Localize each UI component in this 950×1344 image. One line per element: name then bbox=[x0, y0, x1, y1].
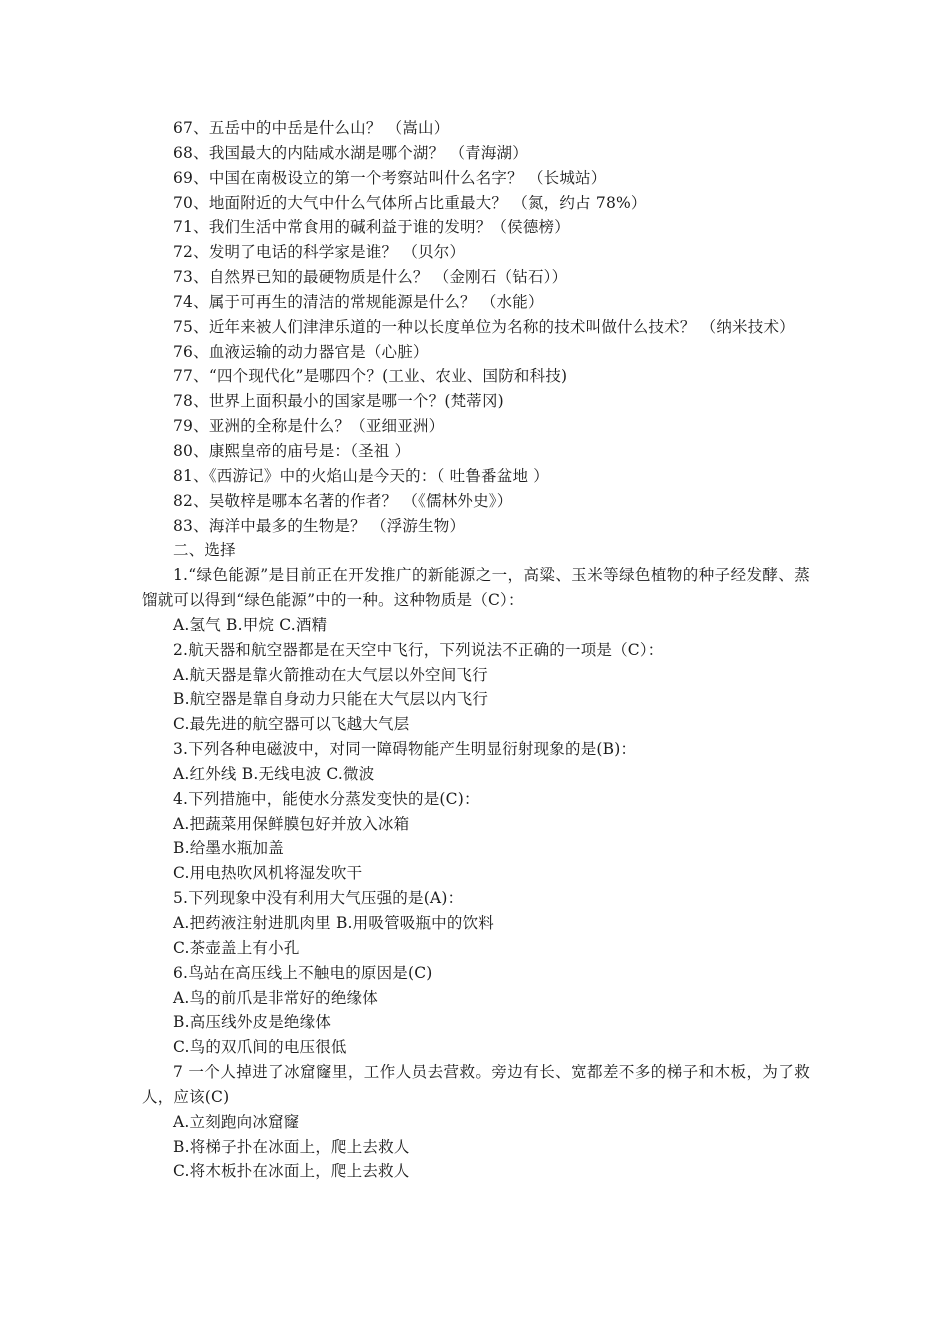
qa-item-79: 79、亚洲的全称是什么？（亚细亚洲） bbox=[173, 417, 445, 436]
choice-options-3: A.红外线 B.无线电波 C.微波 bbox=[173, 764, 375, 783]
choice-options-5ab: A.把药液注射进肌肉里 B.用吸管吸瓶中的饮料 bbox=[173, 914, 494, 932]
choice-option-2b: B.航空器是靠自身动力只能在大气层以内飞行 bbox=[173, 690, 489, 709]
choice-question-6: 6.鸟站在高压线上不触电的原因是(C) bbox=[173, 963, 433, 982]
qa-item-78: 78、世界上面积最小的国家是哪一个？(梵蒂冈) bbox=[173, 392, 504, 411]
qa-item-71: 71、我们生活中常食用的碱利益于谁的发明？（侯德榜） bbox=[173, 218, 570, 237]
qa-item-81: 81、《西游记》中的火焰山是今天的：（ 吐鲁番盆地 ） bbox=[173, 466, 549, 485]
choice-option-4b: B.给墨水瓶加盖 bbox=[173, 839, 284, 858]
choice-option-4a: A.把蔬菜用保鲜膜包好并放入冰箱 bbox=[173, 814, 410, 833]
choice-option-7b: B.将梯子扑在冰面上，爬上去救人 bbox=[173, 1137, 410, 1156]
qa-item-68: 68、我国最大的内陆咸水湖是哪个湖？ （青海湖） bbox=[173, 143, 528, 162]
choice-question-5: 5.下列现象中没有利用大气压强的是(A)： bbox=[173, 889, 464, 908]
qa-item-80: 80、康熙皇帝的庙号是：（圣祖 ） bbox=[173, 441, 411, 460]
choice-question-2: 2.航天器和航空器都是在天空中飞行，下列说法不正确的一项是（C）： bbox=[173, 640, 664, 659]
choice-question-1: 1.“绿色能源”是目前正在开发推广的新能源之一，高粱、玉米等绿色植物的种子经发酵、蒸馏就可以得到“绿色能源”中的一种。这种物质是（C）： bbox=[142, 566, 810, 610]
qa-item-74: 74、属于可再生的清洁的常规能源是什么？ （水能） bbox=[173, 292, 544, 311]
qa-item-69: 69、中国在南极设立的第一个考察站叫什么名字？ （长城站） bbox=[173, 168, 607, 187]
choice-option-5c: C.茶壶盖上有小孔 bbox=[173, 938, 300, 957]
choice-option-7a: A.立刻跑向冰窟窿 bbox=[173, 1112, 300, 1131]
choice-option-4c: C.用电热吹风机将湿发吹干 bbox=[173, 864, 363, 883]
choice-question-3: 3.下列各种电磁波中，对同一障碍物能产生明显衍射现象的是(B)： bbox=[173, 740, 637, 759]
section-heading: 二、选择 bbox=[173, 541, 236, 560]
qa-item-70: 70、地面附近的大气中什么气体所占比重最大？ （氮，约占 78%） bbox=[173, 193, 647, 212]
qa-item-82: 82、吴敬梓是哪本名著的作者？ （《儒林外史》） bbox=[173, 491, 513, 510]
choice-option-6a: A.鸟的前爪是非常好的绝缘体 bbox=[173, 988, 378, 1007]
qa-item-73: 73、自然界已知的最硬物质是什么？ （金刚石（钻石）） bbox=[173, 268, 568, 287]
qa-item-75: 75、近年来被人们津津乐道的一种以长度单位为名称的技术叫做什么技术？ （纳米技术） bbox=[173, 317, 795, 336]
choice-question-4: 4.下列措施中，能使水分蒸发变快的是(C)： bbox=[173, 789, 480, 808]
qa-item-76: 76、血液运输的动力器官是（心脏） bbox=[173, 342, 429, 361]
document-body bbox=[142, 116, 810, 1184]
choice-option-2a: A.航天器是靠火箭推动在大气层以外空间飞行 bbox=[173, 665, 488, 684]
qa-item-72: 72、发明了电话的科学家是谁？ （贝尔） bbox=[173, 243, 466, 262]
qa-item-67: 67、五岳中的中岳是什么山？ （嵩山） bbox=[173, 119, 450, 137]
choice-option-6b: B.高压线外皮是绝缘体 bbox=[173, 1013, 332, 1032]
choice-option-6c: C.鸟的双爪间的电压很低 bbox=[173, 1038, 347, 1057]
qa-item-83: 83、海洋中最多的生物是？ （浮游生物） bbox=[173, 516, 466, 535]
choice-option-2c: C.最先进的航空器可以飞越大气层 bbox=[173, 715, 410, 734]
choice-options-1: A.氢气 B.甲烷 C.酒精 bbox=[173, 615, 328, 634]
choice-option-7c: C.将木板扑在冰面上，爬上去救人 bbox=[173, 1162, 410, 1181]
qa-item-77: 77、“四个现代化”是哪四个？(工业、农业、国防和科技) bbox=[173, 367, 568, 386]
choice-question-7: 7 一个人掉进了冰窟窿里，工作人员去营救。旁边有长、宽都差不多的梯子和木板，为了救人，应该(C) bbox=[142, 1063, 810, 1106]
